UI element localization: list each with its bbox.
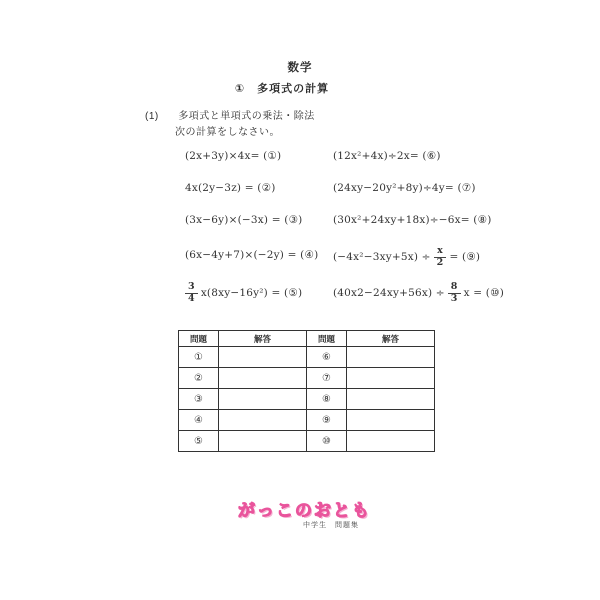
problem-3 — [185, 214, 302, 226]
page-subtitle: ① 多項式の計算 — [234, 83, 330, 95]
answer-cell — [347, 431, 435, 452]
problem-number-cell: ⑨ — [307, 410, 347, 431]
header-problem-right: 問題 — [307, 331, 347, 347]
table-row — [179, 431, 435, 452]
section-instruction: 次の計算をしなさい。 — [175, 127, 280, 138]
section-number: (1) — [145, 111, 159, 122]
fraction-denominator: 3 — [450, 292, 458, 304]
brand-logo: がっこのおとも — [238, 501, 371, 521]
problem-7-text: (24xy−20y²+8y)÷4y= (⑦) — [333, 182, 476, 194]
problem-6-text: (12x²+4x)÷2x= (⑥) — [333, 150, 441, 162]
problem-5 — [185, 282, 302, 305]
answer-cell — [347, 347, 435, 368]
table-row — [179, 368, 435, 389]
answer-cell — [219, 368, 307, 389]
answer-cell — [219, 431, 307, 452]
problem-number-cell: ① — [179, 347, 219, 368]
problem-4 — [185, 249, 318, 261]
header-answer-right: 解答 — [347, 331, 435, 347]
problem-10-pre: (40x2−24xy+56x) ÷ — [333, 287, 445, 300]
fraction-numerator: 8 — [448, 282, 461, 294]
problem-9-pre: (−4x²−3xy+5x) ÷ — [333, 251, 431, 264]
problem-10-post: x = (⑩) — [463, 287, 505, 300]
problem-10 — [333, 282, 504, 305]
fraction-numerator: 3 — [185, 282, 198, 294]
problem-number-cell: ② — [179, 368, 219, 389]
problem-10-fraction — [448, 282, 461, 305]
table-row — [179, 410, 435, 431]
problem-1-text: (2x+3y)×4x= (①) — [185, 150, 282, 162]
page-title: 数学 — [287, 62, 313, 74]
table-row — [179, 389, 435, 410]
problem-3-text: (3x−6y)×(−3x) = (③) — [185, 214, 303, 226]
problem-number-cell: ⑧ — [307, 389, 347, 410]
problem-9-fraction — [434, 246, 447, 269]
table-header-row — [179, 331, 435, 347]
problem-9 — [333, 246, 480, 269]
problem-number-cell: ⑤ — [179, 431, 219, 452]
problem-number-cell: ⑩ — [307, 431, 347, 452]
header-problem-left: 問題 — [179, 331, 219, 347]
problem-2 — [185, 182, 276, 194]
problem-8-text: (30x²+24xy+18x)÷−6x= (⑧) — [333, 214, 492, 226]
problem-number-cell: ⑥ — [307, 347, 347, 368]
problem-2-text: 4x(2y−3z) = (②) — [185, 182, 276, 194]
problem-number-cell: ④ — [179, 410, 219, 431]
table-row — [179, 347, 435, 368]
problem-8 — [333, 214, 492, 226]
problem-6 — [333, 150, 441, 162]
problem-1 — [185, 150, 281, 162]
problem-5-text: x(8xy−16y²) = (⑤) — [200, 287, 303, 300]
answer-table — [178, 330, 435, 452]
answer-cell — [347, 389, 435, 410]
answer-cell — [347, 368, 435, 389]
answer-cell — [219, 410, 307, 431]
section-heading — [145, 107, 315, 122]
problem-9-post: = (⑨) — [449, 251, 481, 264]
problem-4-text: (6x−4y+7)×(−2y) = (④) — [185, 249, 319, 261]
problem-number-cell: ⑦ — [307, 368, 347, 389]
header-answer-left: 解答 — [219, 331, 307, 347]
brand-caption: 中学生 問題集 — [303, 522, 359, 529]
problem-7 — [333, 182, 476, 194]
section-title: 多項式と単項式の乗法・除法 — [178, 111, 315, 122]
problem-5-fraction — [185, 282, 198, 305]
fraction-denominator: 4 — [188, 292, 195, 304]
answer-cell — [347, 410, 435, 431]
fraction-denominator: 2 — [436, 256, 444, 268]
problem-number-cell: ③ — [179, 389, 219, 410]
fraction-numerator: x — [434, 246, 446, 258]
answer-cell — [219, 347, 307, 368]
answer-cell — [219, 389, 307, 410]
